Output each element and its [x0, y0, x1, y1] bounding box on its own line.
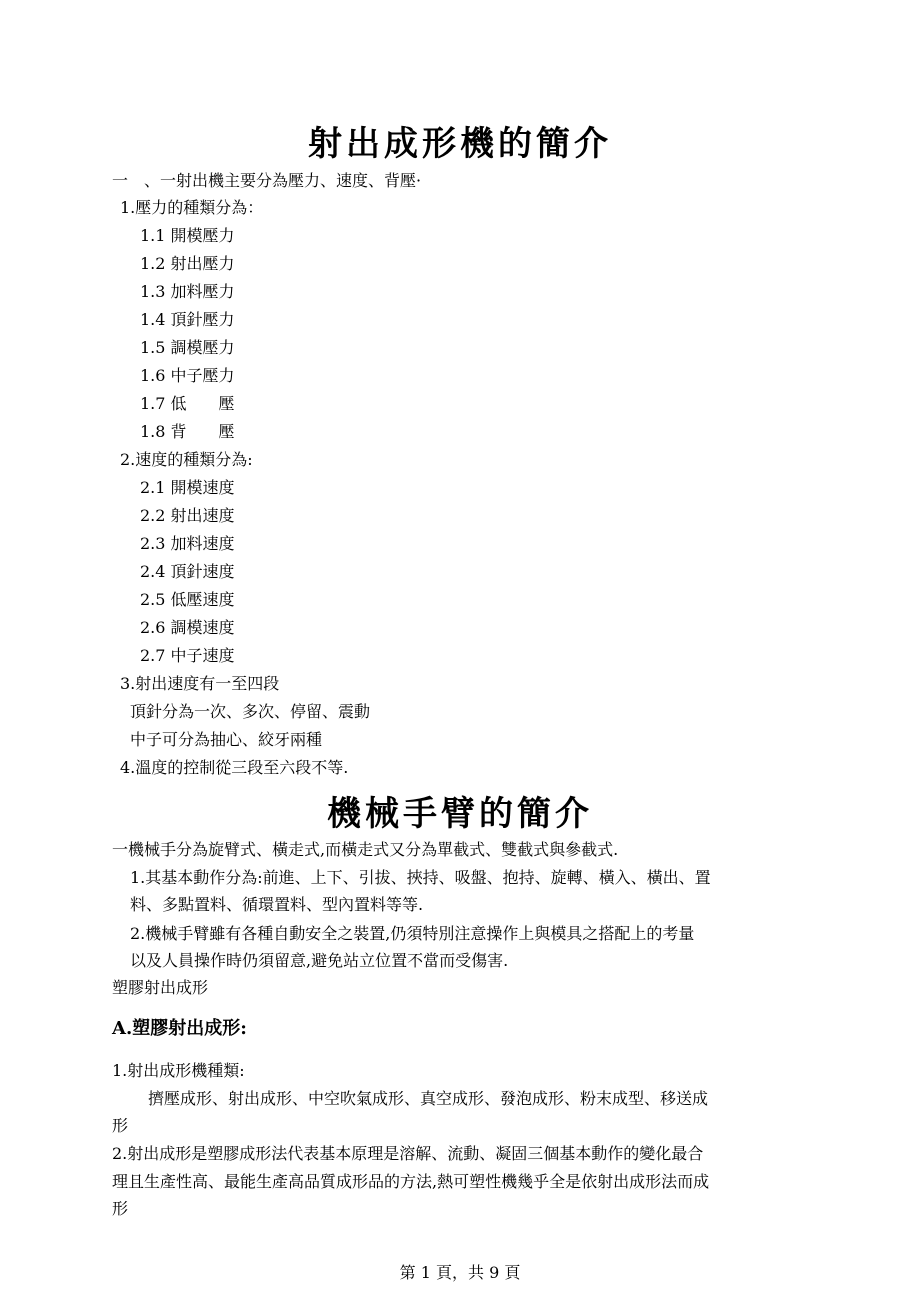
speed-item: 2.7 中子速度	[140, 646, 235, 665]
robot-actions-line2: 料、多點置料、循環置料、型內置料等等.	[130, 895, 424, 914]
principle-line2: 理且生產性高、最能生產高品質成形品的方法,熱可塑性機幾乎全是依射出成形法而成	[112, 1172, 710, 1191]
speed-item: 2.4 頂針速度	[140, 562, 235, 581]
section1-intro: 一 、一射出機主要分為壓力、速度、背壓·	[112, 171, 422, 190]
robot-intro: 一機械手分為旋臂式、橫走式,而橫走式又分為單截式、雙截式與參截式.	[112, 840, 619, 859]
speed-heading: 2.速度的種類分為:	[120, 450, 253, 469]
robot-safety-line2: 以及人員操作時仍須留意,避免站立位置不當而受傷害.	[130, 951, 509, 970]
speed-item: 2.6 調模速度	[140, 618, 235, 637]
temperature-note: 4.溫度的控制從三段至六段不等.	[120, 758, 349, 777]
principle-line1: 2.射出成形是塑膠成形法代表基本原理是溶解、流動、凝固三個基本動作的變化最合	[112, 1144, 704, 1163]
robot-safety-line1: 2.機械手臂雖有各種自動安全之裝置,仍須特別注意操作上與模具之搭配上的考量	[130, 924, 695, 943]
speed-item: 2.2 射出速度	[140, 506, 235, 525]
plastic-injection-label: 塑膠射出成形	[112, 978, 209, 997]
pressure-item: 1.8 背 壓	[140, 422, 235, 441]
page-footer: 第 1 頁，共 9 頁	[399, 1263, 521, 1282]
section-a-heading: A.塑膠射出成形:	[112, 1018, 247, 1039]
machine-types-line2: 形	[112, 1116, 129, 1135]
machine-types-heading: 1.射出成形機種類:	[112, 1061, 245, 1080]
pressure-item: 1.4 頂針壓力	[140, 310, 235, 329]
injection-speed-stages: 3.射出速度有一至四段	[120, 674, 280, 693]
pressure-item: 1.6 中子壓力	[140, 366, 235, 385]
machine-types-line1: 擠壓成形、射出成形、中空吹氣成形、真空成形、發泡成形、粉末成型、移送成	[148, 1089, 709, 1108]
pressure-heading: 1.壓力的種類分為：	[120, 198, 264, 217]
core-note: 中子可分為抽心、絞牙兩種	[130, 730, 323, 749]
speed-item: 2.3 加料速度	[140, 534, 235, 553]
pressure-item: 1.3 加料壓力	[140, 282, 235, 301]
robot-actions-line1: 1.其基本動作分為:前進、上下、引拔、挾持、吸盤、抱持、旋轉、橫入、橫出、置	[130, 868, 711, 887]
title-injection-machine: 射出成形機的簡介	[308, 124, 612, 164]
title-robot-arm: 機械手臂的簡介	[327, 794, 593, 834]
pressure-item: 1.5 調模壓力	[140, 338, 235, 357]
speed-item: 2.5 低壓速度	[140, 590, 235, 609]
principle-line3: 形	[112, 1199, 129, 1218]
ejector-note: 頂針分為一次、多次、停留、震動	[130, 702, 371, 721]
speed-item: 2.1 開模速度	[140, 478, 235, 497]
pressure-item: 1.7 低 壓	[140, 394, 235, 413]
pressure-item: 1.2 射出壓力	[140, 254, 235, 273]
pressure-item: 1.1 開模壓力	[140, 226, 235, 245]
